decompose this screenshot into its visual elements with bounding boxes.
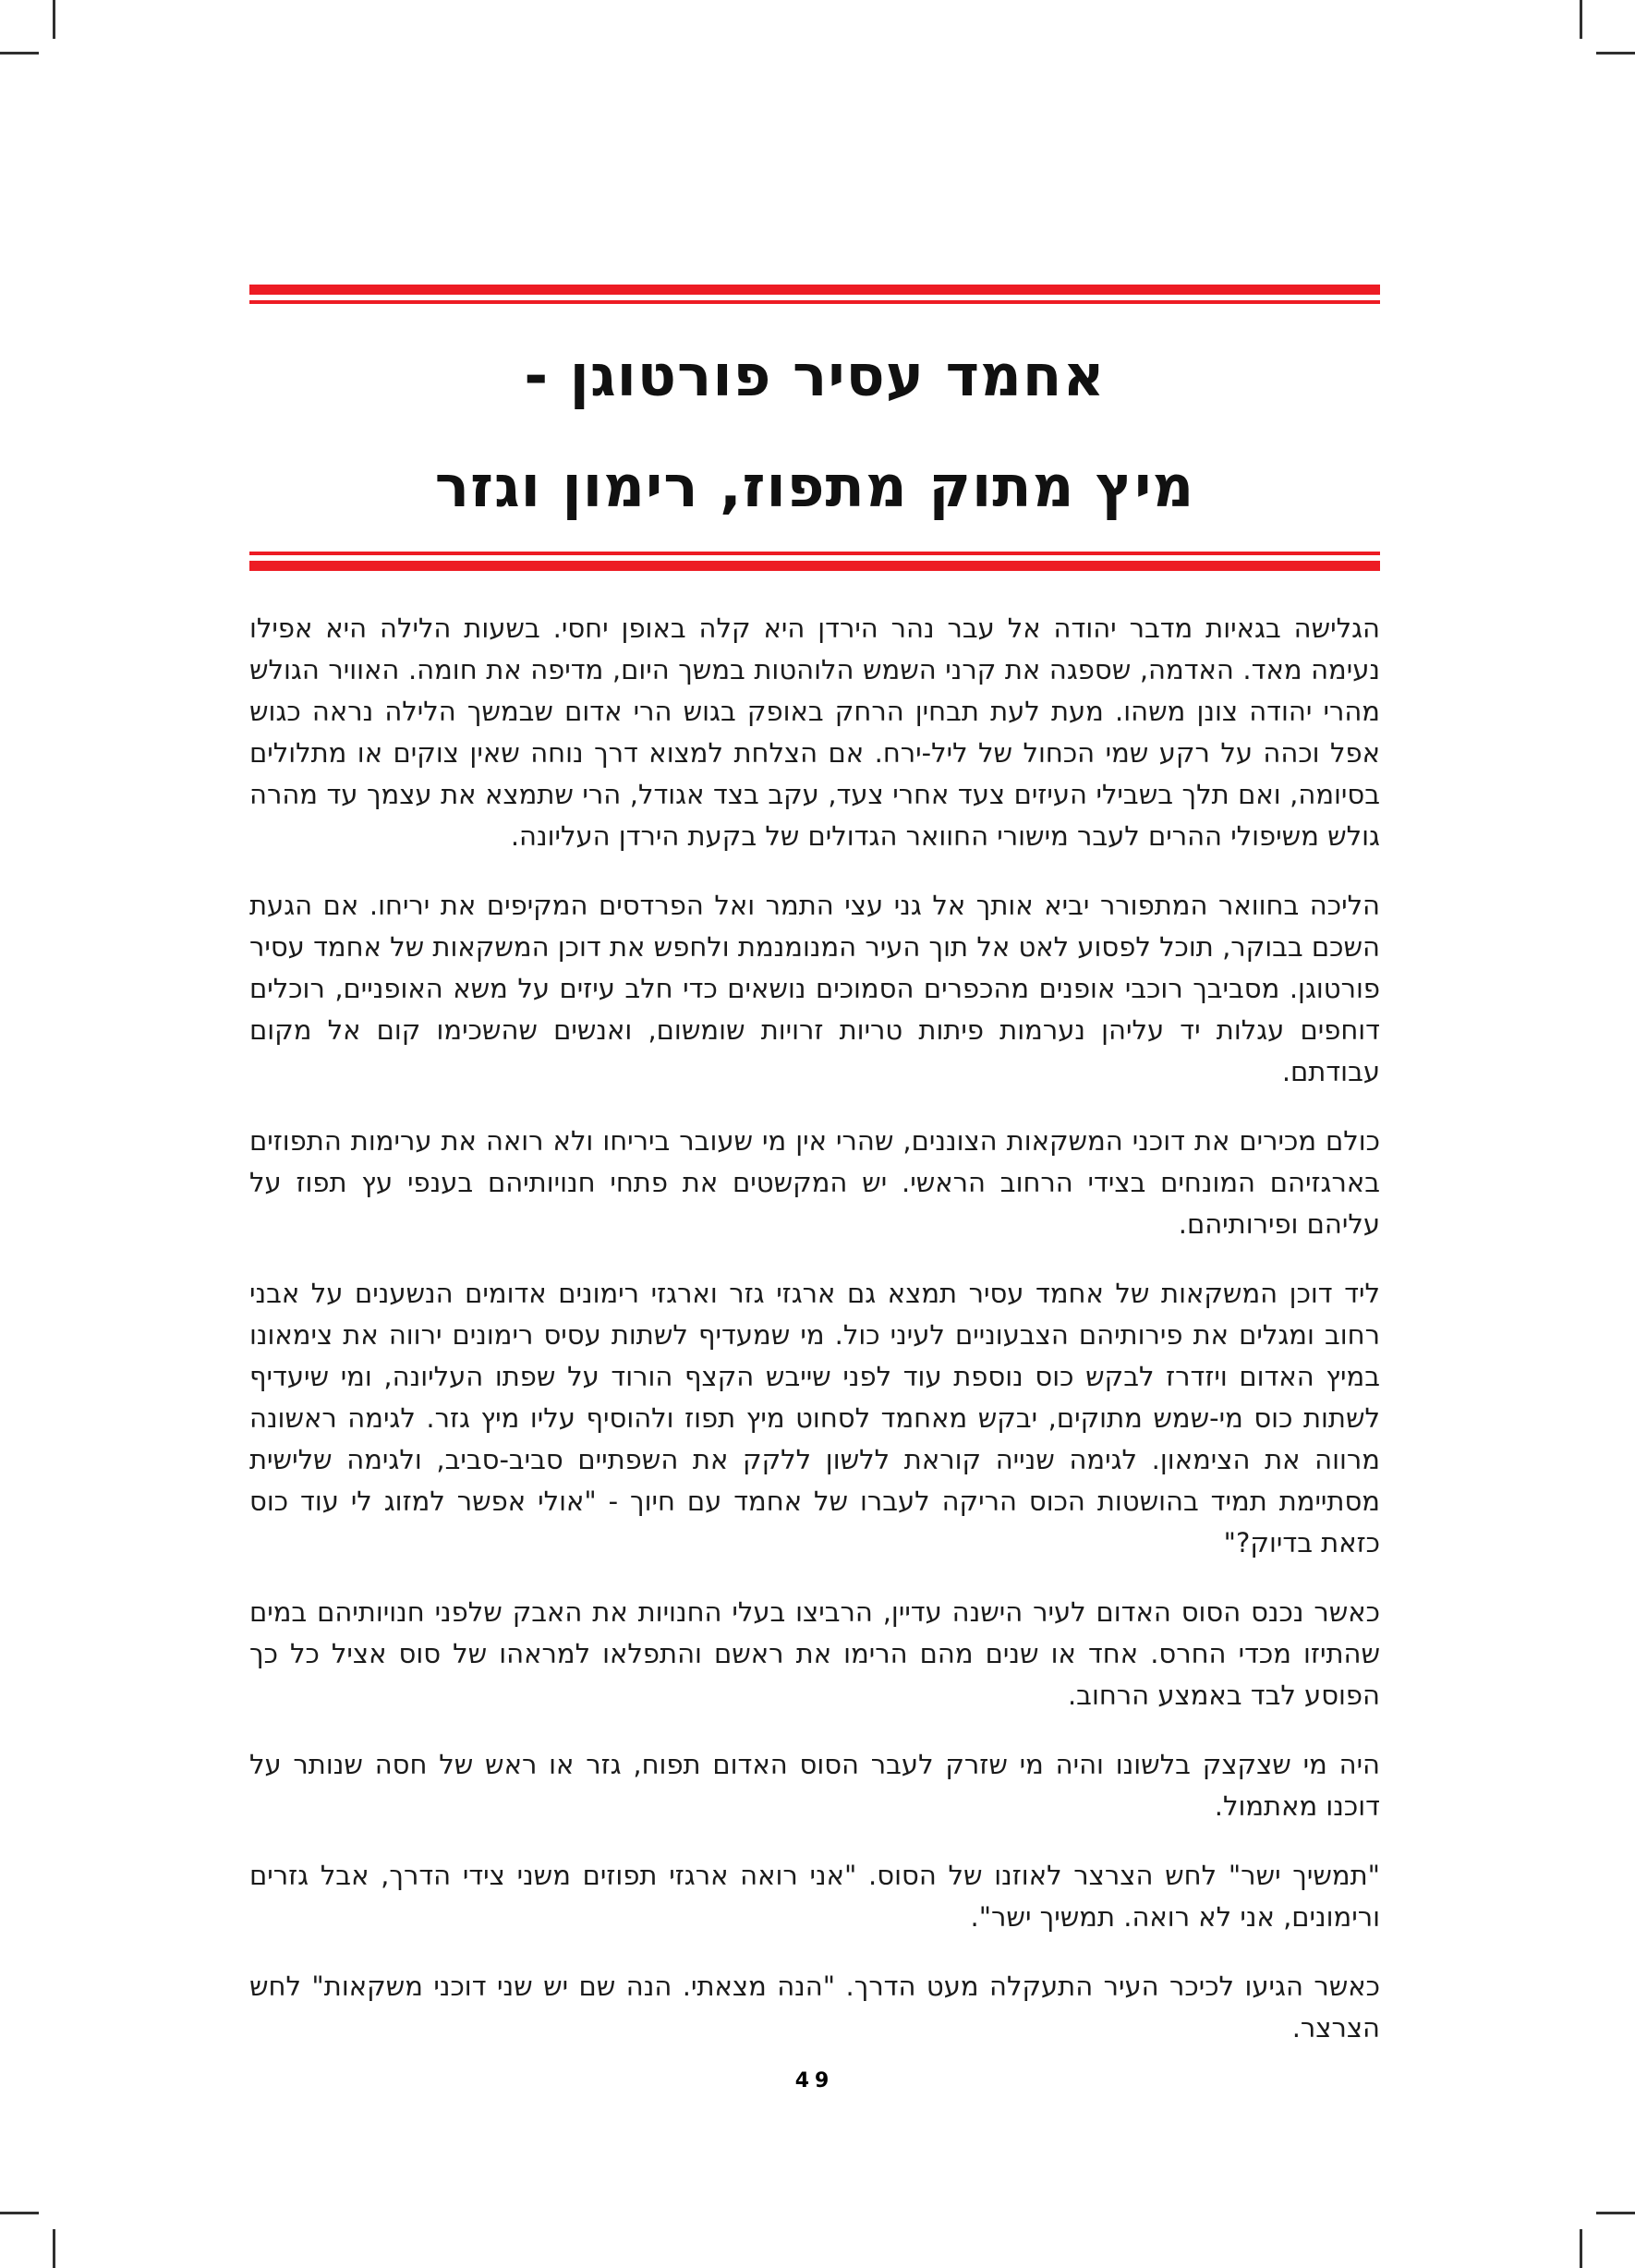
chapter-title — [249, 304, 1380, 552]
story-paragraph: ליד דוכן המשקאות של אחמד עסיר תמצא גם ארגזי גזר וארגזי רימונים אדומים הנשענים על אבני רחוב ומגלים את פירותיהם הצבעוניים לעיני כול. מי שמעדיף לשתות עסיס רימונים ירווה את צימאונו במיץ האדום ויזדרז לבקש כוס נוספת עוד לפני שייבש הקצף הורוד על שפתו העליונה, ומי שיעדיף לשתות כוס מי-שמש מתוקים, יבקש מאחמד לסחוט מיץ תפוז ולהוסיף עליו מיץ גזר. לגימה ראשונה מרווה את הצימאון. לגימה שנייה קוראת ללשון ללקק את השפתיים סביב-סביב, ולגימה שלישית מסתיימת תמיד בהושטות הכוס הריקה לעברו של אחמד עם חיוך - "אולי אפשר למזוג לי עוד כוס כזאת בדיוק?" — [249, 1278, 1380, 1558]
crop-mark-bottom-right-vertical — [1580, 2229, 1582, 2268]
story-text — [249, 608, 1380, 2049]
crop-mark-top-right-horizontal — [1596, 52, 1635, 55]
crop-mark-top-right-vertical — [1580, 0, 1582, 39]
story-paragraph: הגלישה בגאיות מדבר יהודה אל עבר נהר הירדן היא קלה באופן יחסי. בשעות הלילה היא אפילו נעימה מאד. האדמה, שספגה את קרני השמש הלוהטות במשך היום, מדיפה את חומה. האוויר הגולש מהרי יהודה צונן משהו. מעת לעת תבחין הרחק באופק בגוש הרי אדום שבמשך הלילה נראה כגוש אפל וכהה על רקע שמי הכחול של ליל-ירח. אם הצלחת למצוא דרך נוחה שאין צוקים או מתלולים בסיומה, ואם תלך בשבילי העיזים צעד אחרי צעד, עקב בצד אגודל, הרי שתמצא את עצמך עד מהרה גולש משיפולי ההרים לעבר מישורי החוואר הגדולים של בקעת הירדן העליונה. — [249, 612, 1380, 852]
chapter-title-line-1: אחמד עסיר פורטוגן - — [524, 342, 1106, 409]
crop-mark-top-left-vertical — [53, 0, 55, 39]
crop-mark-bottom-left-vertical — [53, 2229, 55, 2268]
crop-mark-top-left-horizontal — [0, 52, 39, 55]
crop-mark-bottom-right-horizontal — [1596, 2212, 1635, 2214]
chapter-title-line-2: מיץ מתוק מתפוז, רימון וגזר — [434, 453, 1195, 520]
story-paragraph: כאשר הגיעו לכיכר העיר התעקלה מעט הדרך. "הנה מצאתי. הנה שם יש שני דוכני משקאות" לחש הצרצר. — [249, 1971, 1380, 2044]
story-paragraph: כאשר נכנס הסוס האדום לעיר הישנה עדיין, הרביצו בעלי החנויות את האבק שלפני חנויותיהם במים שהתיזו מכדי החרס. אחד או שנים מהם הרימו את ראשם והתפלאו למראהו של סוס אציל כל כך הפוסע לבד באמצע הרחוב. — [249, 1596, 1380, 1711]
title-rule-bottom-thick-line — [249, 561, 1380, 571]
chapter-title-block — [249, 285, 1380, 571]
story-paragraph: הליכה בחוואר המתפורר יביא אותך אל גני עצי התמר ואל הפרדסים המקיפים את יריחו. אם הגעת השכם בבוקר, תוכל לפסוע לאט אל תוך העיר המנומנמת ולחפש את דוכן המשקאות של אחמד עסיר פורטוגן. מסביבך רוכבי אופנים מהכפרים הסמוכים נושאים כדי חלב עיזים על משא האופניים, רוכלים דוחפים עגלות יד עליהן נערמות פיתות טריות זרויות שומשום, ואנשים שהשכימו קום אל מקום עבודתם. — [249, 890, 1380, 1087]
crop-mark-bottom-left-horizontal — [0, 2212, 39, 2214]
title-rule-top-thick-line — [249, 285, 1380, 295]
title-rule-top — [249, 285, 1380, 304]
page-number: 49 — [794, 2069, 835, 2092]
story-paragraph: היה מי שצקצק בלשונו והיה מי שזרק לעבר הסוס האדום תפוח, גזר או ראש של חסה שנותר על דוכנו מאתמול. — [249, 1749, 1380, 1822]
story-paragraph: "תמשיך ישר" לחש הצרצר לאוזנו של הסוס. "אני רואה ארגזי תפוזים משני צידי הדרך, אבל גזרים ורימונים, אני לא רואה. תמשיך ישר". — [249, 1860, 1380, 1933]
page-content — [249, 285, 1380, 2092]
story-paragraph: כולם מכירים את דוכני המשקאות הצוננים, שהרי אין מי שעובר ביריחו ולא רואה את ערימות התפוזים בארגזיהם המונחים בצידי הרחוב הראשי. יש המקשטים את פתחי חנויותיהם בענפי עץ תפוז על עליהם ופירותיהם. — [249, 1125, 1380, 1240]
title-rule-bottom — [249, 552, 1380, 571]
